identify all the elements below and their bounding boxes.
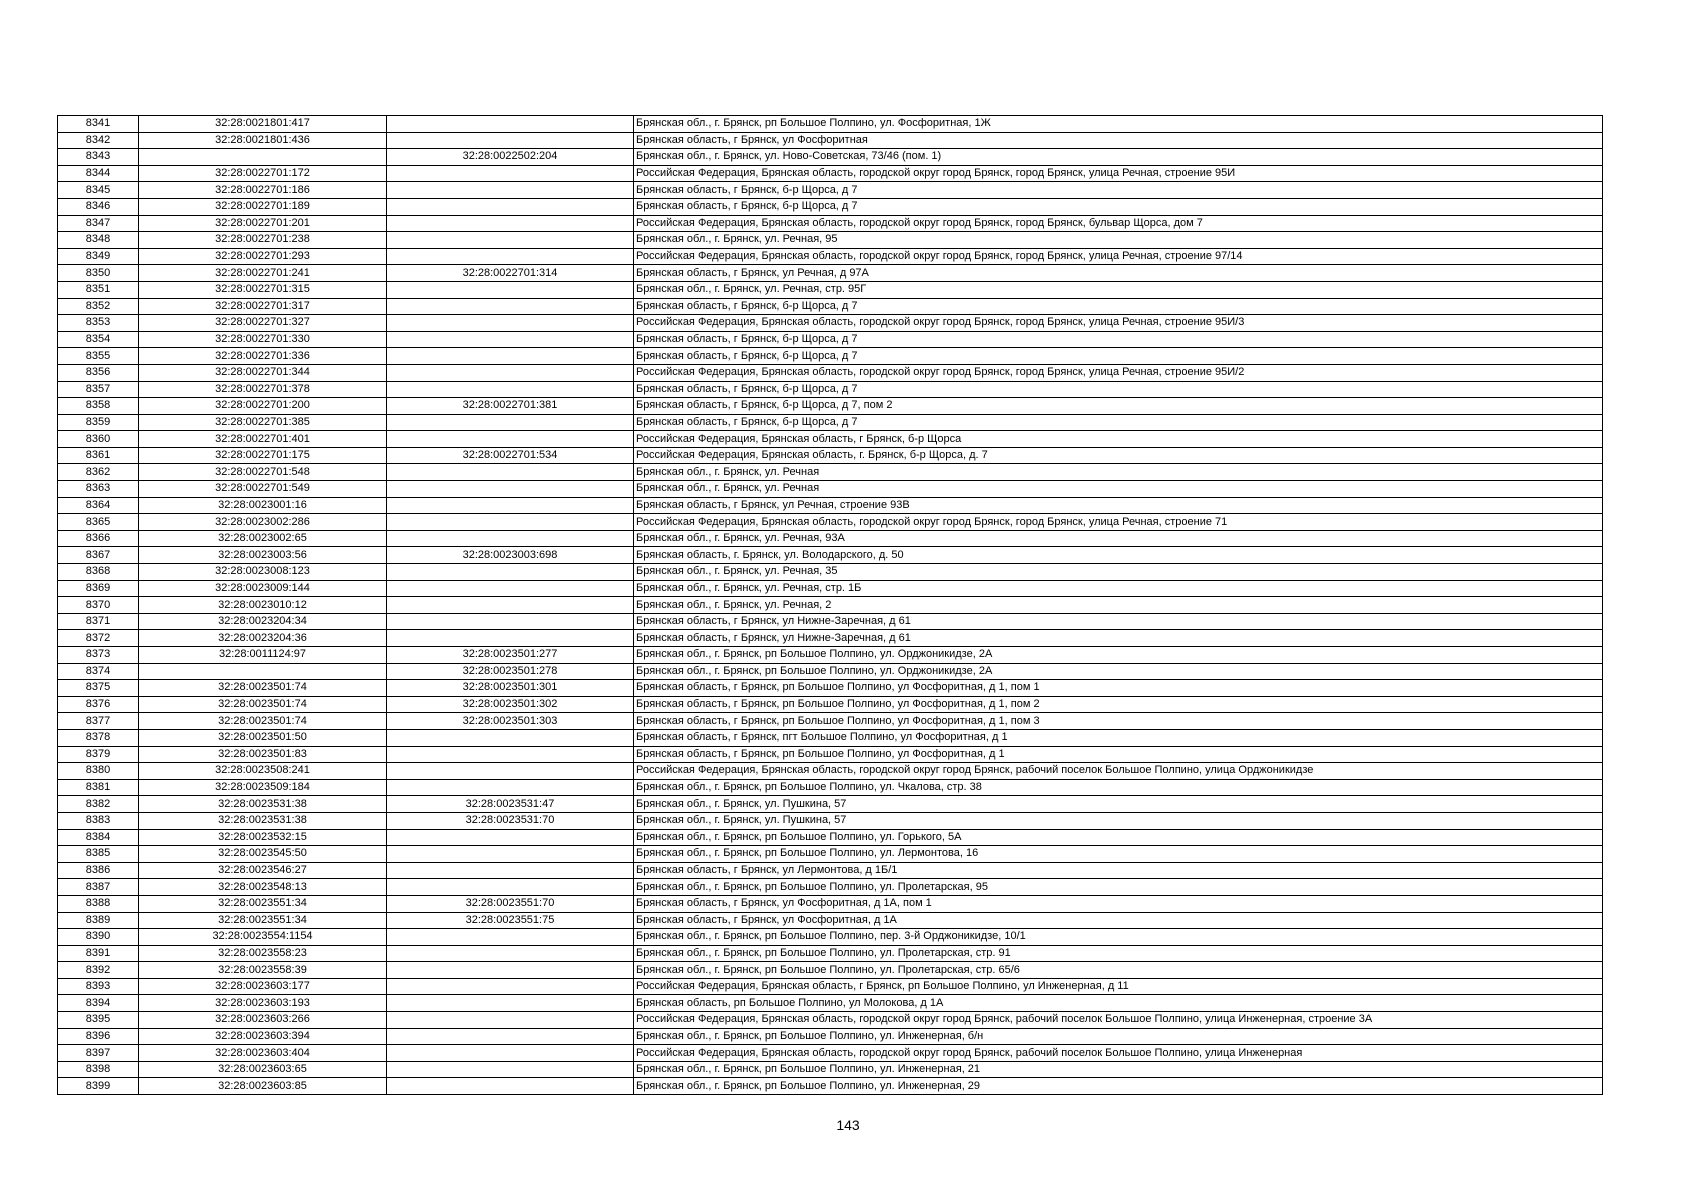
- cadastral-number-cell: 32:28:0022701:200: [139, 398, 387, 415]
- cadastral-number-cell: 32:28:0023603:177: [139, 978, 387, 995]
- cadastral-number-cell: 32:28:0022701:378: [139, 381, 387, 398]
- row-number-cell: 8352: [58, 298, 139, 315]
- cadastral-number-cell: [139, 149, 387, 166]
- table-row: [58, 265, 1603, 282]
- cadastral-number-cell: 32:28:0023010:12: [139, 597, 387, 614]
- address-cell: Брянская область, рп Большое Полпино, ул Молокова, д 1А: [634, 995, 1603, 1012]
- cadastral-number-cell: 32:28:0023509:184: [139, 779, 387, 796]
- cadastral-number-cell: 32:28:0022701:330: [139, 331, 387, 348]
- table-row: [58, 547, 1603, 564]
- row-number-cell: 8389: [58, 912, 139, 929]
- row-number-cell: 8356: [58, 364, 139, 381]
- cadastral-number-cell: 32:28:0022701:317: [139, 298, 387, 315]
- address-cell: Брянская обл., г. Брянск, рп Большое Полпино, ул. Орджоникидзе, 2А: [634, 647, 1603, 664]
- sub-cadastral-number-cell: 32:28:0023551:70: [387, 895, 634, 912]
- address-cell: Брянская обл., г. Брянск, ул. Речная, стр. 95Г: [634, 281, 1603, 298]
- table-row: [58, 431, 1603, 448]
- sub-cadastral-number-cell: [387, 215, 634, 232]
- sub-cadastral-number-cell: [387, 364, 634, 381]
- cadastral-number-cell: 32:28:0022701:172: [139, 165, 387, 182]
- table-row: [58, 331, 1603, 348]
- row-number-cell: 8367: [58, 547, 139, 564]
- cadastral-number-cell: 32:28:0022701:549: [139, 481, 387, 498]
- row-number-cell: 8392: [58, 962, 139, 979]
- table-row: [58, 215, 1603, 232]
- cadastral-number-cell: 32:28:0022701:315: [139, 281, 387, 298]
- address-cell: Брянская область, г Брянск, б-р Щорса, д 7: [634, 348, 1603, 365]
- row-number-cell: 8355: [58, 348, 139, 365]
- table-row: [58, 149, 1603, 166]
- row-number-cell: 8393: [58, 978, 139, 995]
- address-cell: Брянская область, г. Брянск, ул. Володарского, д. 50: [634, 547, 1603, 564]
- row-number-cell: 8397: [58, 1045, 139, 1062]
- cadastral-number-cell: 32:28:0023204:34: [139, 613, 387, 630]
- cadastral-number-cell: 32:28:0023501:74: [139, 680, 387, 697]
- address-cell: Российская Федерация, Брянская область, городской округ город Брянск, город Брянск, улица Речная, строение 95И/2: [634, 364, 1603, 381]
- cadastral-number-cell: 32:28:0022701:201: [139, 215, 387, 232]
- table-row: [58, 630, 1603, 647]
- table-row: [58, 912, 1603, 929]
- address-cell: Брянская область, г Брянск, б-р Щорса, д 7: [634, 298, 1603, 315]
- cadastral-number-cell: 32:28:0022701:238: [139, 232, 387, 249]
- address-cell: Российская Федерация, Брянская область, городской округ город Брянск, город Брянск, улица Речная, строение 97/14: [634, 248, 1603, 265]
- row-number-cell: 8351: [58, 281, 139, 298]
- table-row: [58, 696, 1603, 713]
- address-cell: Брянская область, г Брянск, б-р Щорса, д 7: [634, 182, 1603, 199]
- address-cell: Брянская обл., г. Брянск, рп Большое Полпино, ул. Инженерная, 29: [634, 1078, 1603, 1095]
- sub-cadastral-number-cell: [387, 530, 634, 547]
- sub-cadastral-number-cell: [387, 414, 634, 431]
- sub-cadastral-number-cell: 32:28:0022502:204: [387, 149, 634, 166]
- sub-cadastral-number-cell: 32:28:0023003:698: [387, 547, 634, 564]
- table-row: [58, 364, 1603, 381]
- row-number-cell: 8342: [58, 132, 139, 149]
- row-number-cell: 8364: [58, 497, 139, 514]
- address-cell: Брянская обл., г. Брянск, рп Большое Полпино, ул. Пролетарская, стр. 91: [634, 945, 1603, 962]
- address-cell: Брянская область, г Брянск, ул Фосфоритная, д 1А, пом 1: [634, 895, 1603, 912]
- address-cell: Российская Федерация, Брянская область, городской округ город Брянск, город Брянск, бульвар Щорса, дом 7: [634, 215, 1603, 232]
- table-row: [58, 663, 1603, 680]
- address-cell: Российская Федерация, Брянская область, г. Брянск, б-р Щорса, д. 7: [634, 447, 1603, 464]
- address-cell: Российская Федерация, Брянская область, городской округ город Брянск, рабочий поселок Большое Полпино, улица Орджоникидзе: [634, 763, 1603, 780]
- row-number-cell: 8365: [58, 514, 139, 531]
- sub-cadastral-number-cell: [387, 746, 634, 763]
- cadastral-number-cell: 32:28:0023009:144: [139, 580, 387, 597]
- sub-cadastral-number-cell: [387, 962, 634, 979]
- table-row: [58, 1028, 1603, 1045]
- table-row: [58, 862, 1603, 879]
- table-row: [58, 464, 1603, 481]
- row-number-cell: 8354: [58, 331, 139, 348]
- sub-cadastral-number-cell: 32:28:0022701:381: [387, 398, 634, 415]
- sub-cadastral-number-cell: [387, 464, 634, 481]
- cadastral-number-cell: 32:28:0022701:344: [139, 364, 387, 381]
- cadastral-number-cell: 32:28:0022701:175: [139, 447, 387, 464]
- table-row: [58, 746, 1603, 763]
- cadastral-number-cell: 32:28:0022701:336: [139, 348, 387, 365]
- table-row: [58, 846, 1603, 863]
- row-number-cell: 8379: [58, 746, 139, 763]
- row-number-cell: 8374: [58, 663, 139, 680]
- cadastral-number-cell: 32:28:0023002:286: [139, 514, 387, 531]
- cadastral-number-cell: 32:28:0023501:74: [139, 713, 387, 730]
- cadastral-number-cell: 32:28:0023501:50: [139, 729, 387, 746]
- address-cell: Брянская область, г Брянск, б-р Щорса, д 7: [634, 381, 1603, 398]
- cadastral-number-cell: 32:28:0023001:16: [139, 497, 387, 514]
- address-cell: Брянская обл., г. Брянск, рп Большое Полпино, пер. 3-й Орджоникидзе, 10/1: [634, 929, 1603, 946]
- table-row: [58, 348, 1603, 365]
- table-row: [58, 1078, 1603, 1095]
- sub-cadastral-number-cell: [387, 232, 634, 249]
- cadastral-number-cell: 32:28:0022701:189: [139, 198, 387, 215]
- sub-cadastral-number-cell: [387, 116, 634, 133]
- sub-cadastral-number-cell: [387, 1061, 634, 1078]
- address-cell: Брянская обл., г. Брянск, рп Большое Полпино, ул. Горького, 5А: [634, 829, 1603, 846]
- sub-cadastral-number-cell: 32:28:0023501:278: [387, 663, 634, 680]
- sub-cadastral-number-cell: [387, 846, 634, 863]
- table-row: [58, 995, 1603, 1012]
- cadastral-number-cell: 32:28:0023204:36: [139, 630, 387, 647]
- address-cell: Брянская область, г Брянск, ул Фосфоритная: [634, 132, 1603, 149]
- row-number-cell: 8386: [58, 862, 139, 879]
- address-cell: Брянская обл., г. Брянск, ул. Ново-Советская, 73/46 (пом. 1): [634, 149, 1603, 166]
- page-number: 143: [836, 1117, 860, 1133]
- row-number-cell: 8376: [58, 696, 139, 713]
- table-row: [58, 978, 1603, 995]
- table-body: [58, 116, 1603, 1095]
- row-number-cell: 8357: [58, 381, 139, 398]
- row-number-cell: 8361: [58, 447, 139, 464]
- address-cell: Российская Федерация, Брянская область, городской округ город Брянск, рабочий поселок Большое Полпино, улица Инженерная, строение 3А: [634, 1012, 1603, 1029]
- cadastral-number-cell: 32:28:0023548:13: [139, 879, 387, 896]
- sub-cadastral-number-cell: [387, 862, 634, 879]
- sub-cadastral-number-cell: [387, 331, 634, 348]
- table-row: [58, 1045, 1603, 1062]
- row-number-cell: 8381: [58, 779, 139, 796]
- row-number-cell: 8350: [58, 265, 139, 282]
- row-number-cell: 8343: [58, 149, 139, 166]
- sub-cadastral-number-cell: 32:28:0023531:70: [387, 812, 634, 829]
- row-number-cell: 8398: [58, 1061, 139, 1078]
- table-row: [58, 879, 1603, 896]
- cadastral-number-cell: 32:28:0023603:85: [139, 1078, 387, 1095]
- sub-cadastral-number-cell: [387, 1012, 634, 1029]
- address-cell: Российская Федерация, Брянская область, г Брянск, рп Большое Полпино, ул Инженерная, д 11: [634, 978, 1603, 995]
- table-row: [58, 729, 1603, 746]
- sub-cadastral-number-cell: [387, 564, 634, 581]
- address-cell: Брянская обл., г. Брянск, ул. Речная, 95: [634, 232, 1603, 249]
- address-cell: Брянская обл., г. Брянск, рп Большое Полпино, ул. Лермонтова, 16: [634, 846, 1603, 863]
- address-cell: Брянская обл., г. Брянск, ул. Речная, 35: [634, 564, 1603, 581]
- cadastral-number-cell: 32:28:0022701:293: [139, 248, 387, 265]
- table-row: [58, 647, 1603, 664]
- row-number-cell: 8388: [58, 895, 139, 912]
- row-number-cell: 8366: [58, 530, 139, 547]
- sub-cadastral-number-cell: [387, 929, 634, 946]
- cadastral-number-cell: 32:28:0023554:1154: [139, 929, 387, 946]
- cadastral-number-cell: 32:28:0023603:266: [139, 1012, 387, 1029]
- row-number-cell: 8373: [58, 647, 139, 664]
- address-cell: Российская Федерация, Брянская область, городской округ город Брянск, рабочий поселок Большое Полпино, улица Инженерная: [634, 1045, 1603, 1062]
- cadastral-number-cell: 32:28:0023551:34: [139, 912, 387, 929]
- sub-cadastral-number-cell: 32:28:0023551:75: [387, 912, 634, 929]
- address-cell: Брянская область, г Брянск, б-р Щорса, д 7: [634, 414, 1603, 431]
- table-row: [58, 232, 1603, 249]
- row-number-cell: 8368: [58, 564, 139, 581]
- sub-cadastral-number-cell: [387, 381, 634, 398]
- cadastral-number-cell: 32:28:0023531:38: [139, 796, 387, 813]
- row-number-cell: 8378: [58, 729, 139, 746]
- sub-cadastral-number-cell: 32:28:0023501:277: [387, 647, 634, 664]
- table-row: [58, 530, 1603, 547]
- address-cell: Брянская обл., г. Брянск, рп Большое Полпино, ул. Пролетарская, 95: [634, 879, 1603, 896]
- row-number-cell: 8371: [58, 613, 139, 630]
- address-cell: Брянская область, г Брянск, рп Большое Полпино, ул Фосфоритная, д 1, пом 2: [634, 696, 1603, 713]
- sub-cadastral-number-cell: [387, 879, 634, 896]
- sub-cadastral-number-cell: [387, 182, 634, 199]
- table-row: [58, 198, 1603, 215]
- row-number-cell: 8399: [58, 1078, 139, 1095]
- row-number-cell: 8359: [58, 414, 139, 431]
- table-row: [58, 962, 1603, 979]
- row-number-cell: 8394: [58, 995, 139, 1012]
- sub-cadastral-number-cell: [387, 481, 634, 498]
- address-cell: Брянская область, г Брянск, ул Нижне-Заречная, д 61: [634, 630, 1603, 647]
- row-number-cell: 8372: [58, 630, 139, 647]
- sub-cadastral-number-cell: [387, 281, 634, 298]
- table-row: [58, 1012, 1603, 1029]
- table-row: [58, 315, 1603, 332]
- sub-cadastral-number-cell: [387, 514, 634, 531]
- sub-cadastral-number-cell: [387, 779, 634, 796]
- table-row: [58, 1061, 1603, 1078]
- address-cell: Брянская обл., г. Брянск, рп Большое Полпино, ул. Фосфоритная, 1Ж: [634, 116, 1603, 133]
- table-row: [58, 763, 1603, 780]
- sub-cadastral-number-cell: 32:28:0023501:302: [387, 696, 634, 713]
- sub-cadastral-number-cell: [387, 132, 634, 149]
- cadastral-number-cell: 32:28:0022701:385: [139, 414, 387, 431]
- address-cell: Брянская область, г Брянск, б-р Щорса, д 7: [634, 198, 1603, 215]
- sub-cadastral-number-cell: 32:28:0023501:303: [387, 713, 634, 730]
- cadastral-number-cell: 32:28:0023508:241: [139, 763, 387, 780]
- row-number-cell: 8380: [58, 763, 139, 780]
- address-cell: Брянская область, г Брянск, б-р Щорса, д 7, пом 2: [634, 398, 1603, 415]
- table-row: [58, 680, 1603, 697]
- row-number-cell: 8349: [58, 248, 139, 265]
- address-cell: Брянская область, г Брянск, рп Большое Полпино, ул Фосфоритная, д 1: [634, 746, 1603, 763]
- row-number-cell: 8370: [58, 597, 139, 614]
- row-number-cell: 8353: [58, 315, 139, 332]
- address-cell: Брянская область, г Брянск, пгт Большое Полпино, ул Фосфоритная, д 1: [634, 729, 1603, 746]
- sub-cadastral-number-cell: [387, 431, 634, 448]
- row-number-cell: 8377: [58, 713, 139, 730]
- sub-cadastral-number-cell: [387, 978, 634, 995]
- table-row: [58, 298, 1603, 315]
- cadastral-number-cell: 32:28:0022701:186: [139, 182, 387, 199]
- address-cell: Брянская область, г Брянск, рп Большое Полпино, ул Фосфоритная, д 1, пом 1: [634, 680, 1603, 697]
- cadastral-number-cell: 32:28:0023551:34: [139, 895, 387, 912]
- sub-cadastral-number-cell: [387, 248, 634, 265]
- address-cell: Брянская область, г Брянск, ул Речная, строение 93В: [634, 497, 1603, 514]
- row-number-cell: 8390: [58, 929, 139, 946]
- cadastral-number-cell: 32:28:0021801:436: [139, 132, 387, 149]
- cadastral-number-cell: 32:28:0023558:23: [139, 945, 387, 962]
- row-number-cell: 8341: [58, 116, 139, 133]
- address-cell: Российская Федерация, Брянская область, городской округ город Брянск, город Брянск, улица Речная, строение 95И: [634, 165, 1603, 182]
- row-number-cell: 8362: [58, 464, 139, 481]
- table-row: [58, 564, 1603, 581]
- address-cell: Брянская обл., г. Брянск, рп Большое Полпино, ул. Пролетарская, стр. 65/6: [634, 962, 1603, 979]
- row-number-cell: 8346: [58, 198, 139, 215]
- sub-cadastral-number-cell: 32:28:0022701:314: [387, 265, 634, 282]
- table-row: [58, 895, 1603, 912]
- row-number-cell: 8382: [58, 796, 139, 813]
- sub-cadastral-number-cell: [387, 1028, 634, 1045]
- row-number-cell: 8384: [58, 829, 139, 846]
- cadastral-number-cell: 32:28:0023501:74: [139, 696, 387, 713]
- address-cell: Брянская обл., г. Брянск, ул. Речная, 2: [634, 597, 1603, 614]
- table-row: [58, 165, 1603, 182]
- address-cell: Брянская обл., г. Брянск, рп Большое Полпино, ул. Инженерная, 21: [634, 1061, 1603, 1078]
- sub-cadastral-number-cell: [387, 1045, 634, 1062]
- cadastral-number-cell: 32:28:0023008:123: [139, 564, 387, 581]
- table-row: [58, 945, 1603, 962]
- address-cell: Брянская область, г Брянск, б-р Щорса, д 7: [634, 331, 1603, 348]
- cadastral-number-cell: 32:28:0023501:83: [139, 746, 387, 763]
- sub-cadastral-number-cell: [387, 995, 634, 1012]
- row-number-cell: 8375: [58, 680, 139, 697]
- sub-cadastral-number-cell: [387, 829, 634, 846]
- table-row: [58, 497, 1603, 514]
- table-row: [58, 414, 1603, 431]
- sub-cadastral-number-cell: [387, 580, 634, 597]
- table-row: [58, 580, 1603, 597]
- address-cell: Брянская обл., г. Брянск, ул. Пушкина, 57: [634, 796, 1603, 813]
- table-row: [58, 281, 1603, 298]
- row-number-cell: 8358: [58, 398, 139, 415]
- cadastral-number-cell: 32:28:0023531:38: [139, 812, 387, 829]
- sub-cadastral-number-cell: [387, 630, 634, 647]
- row-number-cell: 8347: [58, 215, 139, 232]
- sub-cadastral-number-cell: [387, 613, 634, 630]
- address-cell: Брянская область, г Брянск, ул Фосфоритная, д 1А: [634, 912, 1603, 929]
- address-cell: Брянская обл., г. Брянск, рп Большое Полпино, ул. Орджоникидзе, 2А: [634, 663, 1603, 680]
- table-row: [58, 597, 1603, 614]
- address-cell: Брянская обл., г. Брянск, ул. Речная: [634, 464, 1603, 481]
- table-row: [58, 796, 1603, 813]
- cadastral-number-cell: 32:28:0023545:50: [139, 846, 387, 863]
- sub-cadastral-number-cell: [387, 198, 634, 215]
- address-cell: Брянская обл., г. Брянск, ул. Речная, 93А: [634, 530, 1603, 547]
- cadastral-number-cell: 32:28:0023603:394: [139, 1028, 387, 1045]
- address-cell: Российская Федерация, Брянская область, г Брянск, б-р Щорса: [634, 431, 1603, 448]
- address-cell: Брянская обл., г. Брянск, ул. Речная: [634, 481, 1603, 498]
- table-row: [58, 613, 1603, 630]
- table-row: [58, 929, 1603, 946]
- cadastral-number-cell: 32:28:0011124:97: [139, 647, 387, 664]
- table-row: [58, 248, 1603, 265]
- table-row: [58, 447, 1603, 464]
- sub-cadastral-number-cell: 32:28:0022701:534: [387, 447, 634, 464]
- row-number-cell: 8345: [58, 182, 139, 199]
- sub-cadastral-number-cell: 32:28:0023531:47: [387, 796, 634, 813]
- cadastral-table: [57, 115, 1603, 1095]
- row-number-cell: 8385: [58, 846, 139, 863]
- row-number-cell: 8348: [58, 232, 139, 249]
- table-row: [58, 514, 1603, 531]
- cadastral-number-cell: 32:28:0022701:327: [139, 315, 387, 332]
- address-cell: Российская Федерация, Брянская область, городской округ город Брянск, город Брянск, улица Речная, строение 71: [634, 514, 1603, 531]
- row-number-cell: 8396: [58, 1028, 139, 1045]
- row-number-cell: 8395: [58, 1012, 139, 1029]
- sub-cadastral-number-cell: [387, 165, 634, 182]
- sub-cadastral-number-cell: [387, 763, 634, 780]
- sub-cadastral-number-cell: [387, 945, 634, 962]
- table-row: [58, 812, 1603, 829]
- sub-cadastral-number-cell: [387, 1078, 634, 1095]
- table-row: [58, 182, 1603, 199]
- address-cell: Брянская обл., г. Брянск, ул. Пушкина, 57: [634, 812, 1603, 829]
- cadastral-number-cell: 32:28:0023603:193: [139, 995, 387, 1012]
- address-cell: Брянская область, г Брянск, ул Речная, д 97А: [634, 265, 1603, 282]
- cadastral-number-cell: 32:28:0023558:39: [139, 962, 387, 979]
- table-row: [58, 381, 1603, 398]
- table-row: [58, 116, 1603, 133]
- row-number-cell: 8363: [58, 481, 139, 498]
- cadastral-number-cell: 32:28:0023002:65: [139, 530, 387, 547]
- table-row: [58, 481, 1603, 498]
- table-row: [58, 398, 1603, 415]
- address-cell: Брянская обл., г. Брянск, ул. Речная, стр. 1Б: [634, 580, 1603, 597]
- row-number-cell: 8360: [58, 431, 139, 448]
- row-number-cell: 8369: [58, 580, 139, 597]
- cadastral-number-cell: [139, 663, 387, 680]
- sub-cadastral-number-cell: [387, 497, 634, 514]
- table-row: [58, 132, 1603, 149]
- address-cell: Брянская область, г Брянск, рп Большое Полпино, ул Фосфоритная, д 1, пом 3: [634, 713, 1603, 730]
- cadastral-number-cell: 32:28:0023603:65: [139, 1061, 387, 1078]
- cadastral-number-cell: 32:28:0023003:56: [139, 547, 387, 564]
- address-cell: Брянская обл., г. Брянск, рп Большое Полпино, ул. Чкалова, стр. 38: [634, 779, 1603, 796]
- sub-cadastral-number-cell: [387, 298, 634, 315]
- cadastral-number-cell: 32:28:0022701:548: [139, 464, 387, 481]
- cadastral-number-cell: 32:28:0022701:401: [139, 431, 387, 448]
- sub-cadastral-number-cell: [387, 348, 634, 365]
- table-row: [58, 829, 1603, 846]
- row-number-cell: 8383: [58, 812, 139, 829]
- cadastral-number-cell: 32:28:0021801:417: [139, 116, 387, 133]
- row-number-cell: 8391: [58, 945, 139, 962]
- address-cell: Брянская обл., г. Брянск, рп Большое Полпино, ул. Инженерная, б/н: [634, 1028, 1603, 1045]
- cadastral-number-cell: 32:28:0022701:241: [139, 265, 387, 282]
- sub-cadastral-number-cell: [387, 597, 634, 614]
- cadastral-number-cell: 32:28:0023532:15: [139, 829, 387, 846]
- address-cell: Российская Федерация, Брянская область, городской округ город Брянск, город Брянск, улица Речная, строение 95И/3: [634, 315, 1603, 332]
- table-row: [58, 713, 1603, 730]
- sub-cadastral-number-cell: [387, 729, 634, 746]
- row-number-cell: 8387: [58, 879, 139, 896]
- row-number-cell: 8344: [58, 165, 139, 182]
- sub-cadastral-number-cell: 32:28:0023501:301: [387, 680, 634, 697]
- table-row: [58, 779, 1603, 796]
- address-cell: Брянская область, г Брянск, ул Нижне-Заречная, д 61: [634, 613, 1603, 630]
- cadastral-number-cell: 32:28:0023603:404: [139, 1045, 387, 1062]
- cadastral-number-cell: 32:28:0023546:27: [139, 862, 387, 879]
- address-cell: Брянская область, г Брянск, ул Лермонтова, д 1Б/1: [634, 862, 1603, 879]
- sub-cadastral-number-cell: [387, 315, 634, 332]
